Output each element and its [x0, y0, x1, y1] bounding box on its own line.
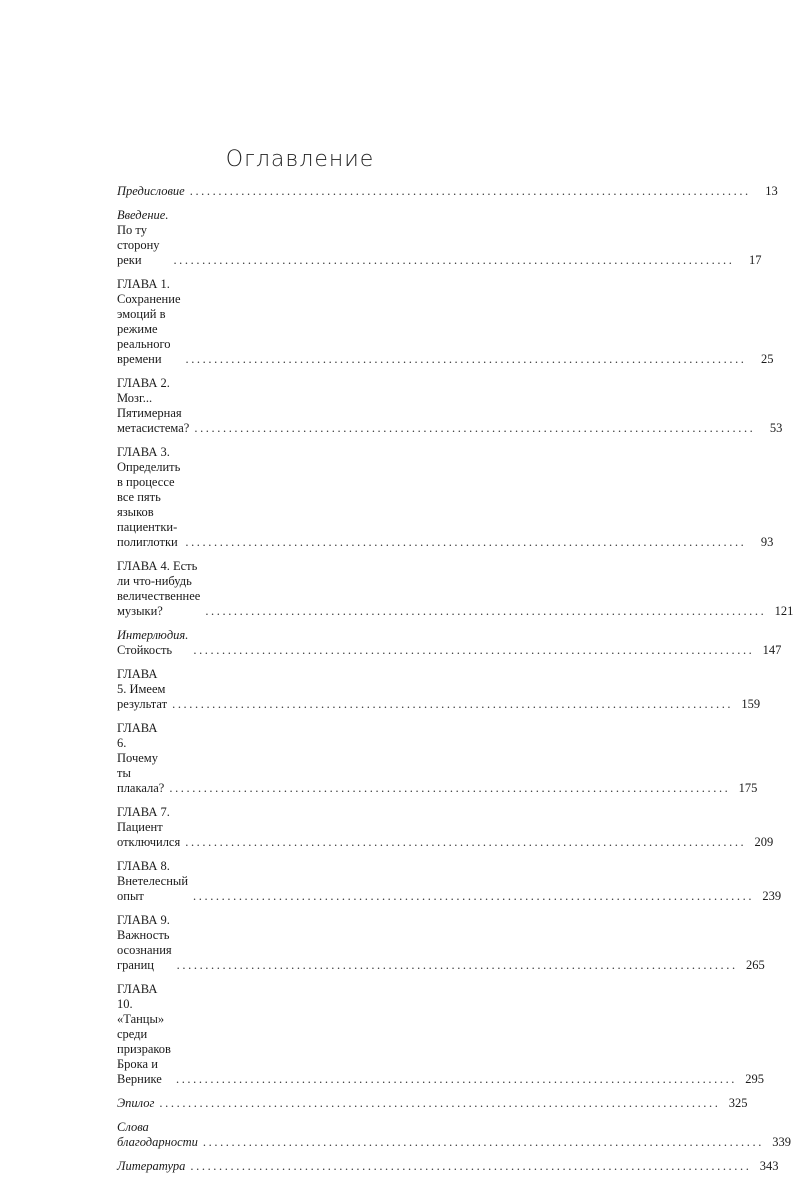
entry-title: ГЛАВА 5. Имеем результат — [117, 667, 168, 711]
dot-leader: .................................................................................................. — [193, 889, 755, 903]
dot-leader: .................................................................................................. — [185, 352, 747, 366]
dot-leader: .................................................................................................. — [185, 835, 747, 849]
toc-entry — [117, 913, 765, 973]
page-number: 93 — [760, 535, 774, 549]
entry-text — [117, 277, 180, 367]
dot-leader: .................................................................................................. — [173, 253, 735, 267]
dot-leader: .................................................................................................. — [185, 535, 747, 549]
entry-title: ГЛАВА 10. «Танцы» среди призраков Брока и Вернике — [117, 982, 171, 1086]
entry-title: ГЛАВА 7. Пациент отключился — [117, 805, 181, 849]
dot-leader: .................................................................................................. — [205, 604, 767, 618]
toc-entry — [117, 277, 774, 367]
page-number: 159 — [741, 697, 761, 711]
page-number: 13 — [765, 184, 778, 198]
toc-entry — [117, 982, 765, 1087]
toc-entry — [117, 667, 761, 712]
page-number: 25 — [761, 352, 774, 366]
toc-entry — [117, 559, 793, 619]
dot-leader: .................................................................................................. — [169, 781, 731, 795]
entry-text — [117, 208, 168, 268]
dot-leader: .................................................................................................. — [159, 1096, 721, 1110]
dot-leader: .................................................................................................. — [190, 1159, 752, 1173]
dot-leader: .................................................................................................. — [172, 697, 734, 711]
entry-line-2: все пять языков пациентки-полиглотки — [117, 490, 178, 549]
toc-entry — [117, 805, 774, 850]
toc-entry — [117, 376, 783, 436]
entry-title: ГЛАВА 9. Важность осознания границ — [117, 913, 172, 972]
entry-text — [117, 445, 180, 550]
page-number: 175 — [738, 781, 758, 795]
page-number: 147 — [762, 643, 782, 657]
entry-line-1: ГЛАВА 1. Сохранение эмоций в режиме — [117, 277, 181, 336]
entry-line-2: реального времени — [117, 337, 171, 366]
toc-entry — [117, 859, 782, 904]
toc-entry — [117, 184, 778, 199]
toc-entry — [117, 628, 782, 658]
toc-title: Оглавление — [225, 147, 375, 172]
dot-leader: .................................................................................................. — [193, 643, 755, 657]
entry-title: Стойкость — [117, 643, 173, 657]
toc-entry — [117, 1159, 779, 1174]
entry-italic: Предисловие — [117, 184, 185, 198]
toc-entry — [117, 1120, 791, 1150]
entry-italic: Слова благодарности — [117, 1120, 198, 1149]
page-number: 339 — [772, 1135, 791, 1149]
entry-italic: Введение. — [117, 208, 169, 222]
page-number: 209 — [754, 835, 774, 849]
toc-entry — [117, 208, 762, 268]
page-number: 17 — [749, 253, 762, 267]
entry-line-1: ГЛАВА 3. Определить в процессе — [117, 445, 181, 489]
entry-title: ГЛАВА 4. Есть ли что-нибудь величественнее музыки? — [117, 559, 201, 618]
table-of-contents — [117, 184, 793, 1183]
dot-leader: .................................................................................................. — [202, 1135, 764, 1149]
entry-title: ГЛАВА 2. Мозг... Пятимерная метасистема? — [117, 376, 190, 435]
entry-italic: Литература — [117, 1159, 186, 1173]
page-number: 121 — [774, 604, 793, 618]
page-number: 295 — [745, 1072, 765, 1086]
entry-italic: Эпилог — [117, 1096, 155, 1110]
dot-leader: .................................................................................................. — [175, 1072, 738, 1086]
entry-text — [117, 628, 188, 658]
dot-leader: .................................................................................................. — [189, 184, 751, 198]
toc-entry — [117, 445, 774, 550]
toc-entry — [117, 721, 758, 796]
page-number: 343 — [759, 1159, 779, 1173]
entry-title: ГЛАВА 6. Почему ты плакала? — [117, 721, 165, 795]
dot-leader: .................................................................................................. — [194, 421, 756, 435]
entry-italic: Интерлюдия. — [117, 628, 189, 642]
entry-text — [117, 184, 185, 199]
page-number: 265 — [745, 958, 765, 972]
page-number: 239 — [762, 889, 782, 903]
dot-leader: .................................................................................................. — [176, 958, 738, 972]
toc-entry — [117, 1096, 748, 1111]
entry-title: По ту сторону реки — [117, 223, 160, 267]
page-number: 325 — [728, 1096, 748, 1110]
page-number: 53 — [769, 421, 783, 435]
entry-title: ГЛАВА 8. Внетелесный опыт — [117, 859, 189, 903]
